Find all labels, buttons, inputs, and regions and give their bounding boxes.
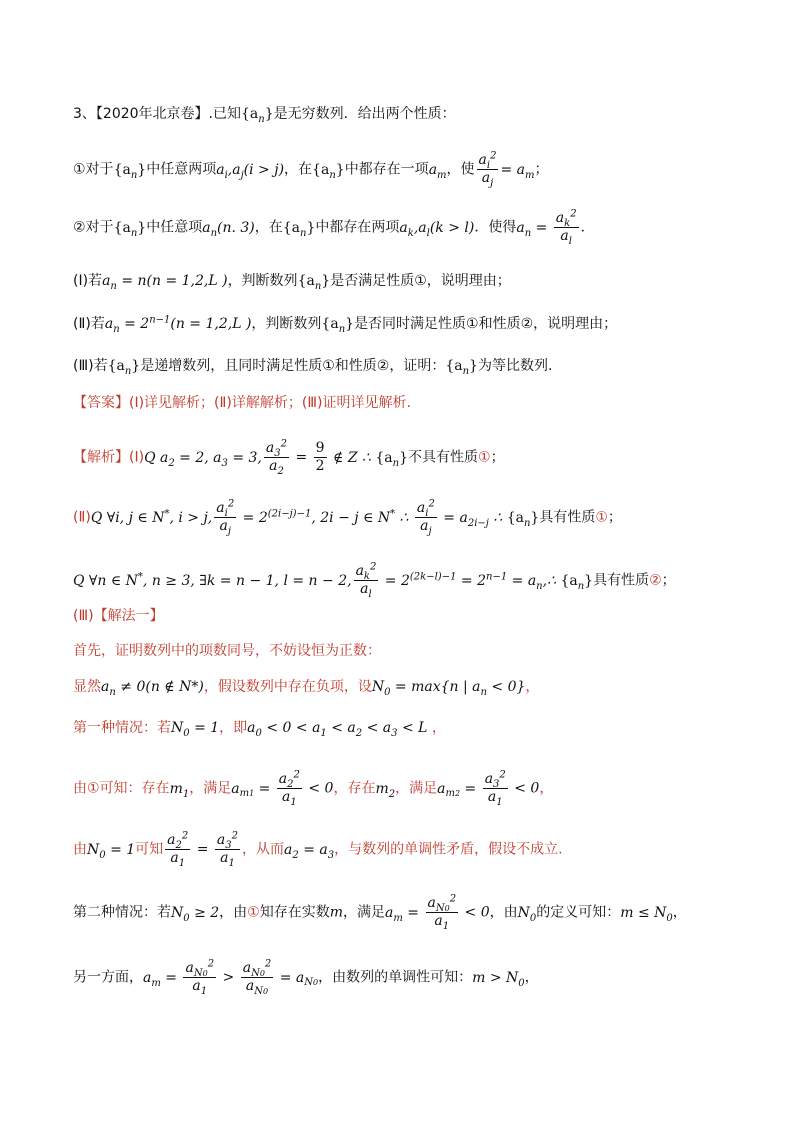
analysis-label: 【解析】 xyxy=(73,449,129,466)
answer-line: 【答案】(Ⅰ)详见解析；(Ⅱ)详解解析；(Ⅲ)证明详见解析. xyxy=(73,395,411,411)
property-2: ②对于$\{a_n\}$中任意项$a_n(n$. 3)，在$\{a_n\}$中都存在两项$a_k,a_l(k > l)$．使得$a_n$ = $\frac{a_k^2}{a_l}$ ． xyxy=(73,208,595,247)
question-header: 3、【2020年北京卷】.已知$\{a_n\}$是无穷数列．给出两个性质： xyxy=(73,106,456,125)
analysis-part-2: (Ⅱ)Q ∀i, j ∈ N*, i > j, $\frac{a_i^2}{a_j}$ = $2^{(2i-j)-1}$, 2i − j ∈ N* ∴ $\frac{a_i^2}{a_j}$ = $a_{2i-j}$ ∴ $\{a_n\}$具有性质①； xyxy=(73,498,622,537)
method-line-7: 另一方面，$a_m$ = $\frac{a_{N0}^2}{a_1}$ > $\frac{a_{N0}^2}{a_{N0}}$ = $a_{N0}$，由数列的单调性可知：$m > N_0$， xyxy=(73,958,539,997)
part-1: (Ⅰ)若$a_n = n(n = 1,2,L$ )，判断数列$\{a_n\}$是否满足性质①，说明理由； xyxy=(73,273,511,292)
property-1: ①对于$\{a_n\}$中任意两项$a_i,a_j(i > j)$，在$\{a_n\}$中都存在一项$a_m$，使 $\frac{a_i^2}{a_j}$ = $a_m$； xyxy=(73,150,549,189)
method-line-3: 第一种情况：若$N_0 = 1$，即$a_0 < 0 < a_1 < a_2 < a_3 < L$ ， xyxy=(73,720,446,739)
method-line-4: 由①可知：存在$m_1$，满足$a_{m1}$ = $\frac{a_2^2}{a_1}$ < 0，存在$m_2$，满足$a_{m2}$ = $\frac{a_3^2}{a_1}$ < 0， xyxy=(73,769,554,808)
analysis-part-2b: Q ∀n ∈ N*, n ≥ 3, ∃k = n − 1, l = n − 2, $\frac{a_k^2}{a_l}$ = $2^{(2k-l)-1} = 2^{n-1}$ = $a_n,\therefore$ $\{a_n\}$具有性质②； xyxy=(73,561,676,600)
method-line-5: 由$N_0 = 1$可知 $\frac{a_2^2}{a_1}$ = $\frac{a_3^2}{a_1}$ ，从而$a_2 = a_3$，与数列的单调性矛盾，假设不成立. xyxy=(73,830,563,869)
fraction: $\frac{a_i^2}{a_j}$ xyxy=(478,150,497,189)
method-line-1: 首先，证明数列中的项数同号，不妨设恒为正数： xyxy=(73,643,381,659)
method-line-6: 第二种情况：若$N_0 \ge 2$，由①知存在实数m，满足$a_m$ = $\frac{a_{N0}^2}{a_1}$ < 0，由$N_0$的定义可知：$m \le N_0$， xyxy=(73,893,687,932)
part-2: (Ⅱ)若$a_n = 2^{n-1}(n = 1,2,L$ )，判断数列$\{a_n\}$是否同时满足性质①和性质②，说明理由； xyxy=(73,314,618,335)
method-line-2: 显然$a_n \ne 0(n$ ∉ N*)，假设数列中存在负项，设$N_0 = \max\{n$ | $a_n < 0$}， xyxy=(73,679,540,698)
method-label: (Ⅲ)【解法一】 xyxy=(73,608,164,624)
answer-label: 【答案】 xyxy=(73,395,129,411)
part-3: (Ⅲ)若$\{a_n\}$是递增数列，且同时满足性质①和性质②，证明：$\{a_n\}$为等比数列. xyxy=(73,358,553,377)
analysis-part-1: 【解析】(Ⅰ)Q $a_2 = 2$, $a_3 = 3$, $\frac{a_3^2}{a_2}$ = $\frac{9}{2}$ ∉ Z ∴ $\{a_n\}$不具有性质①； xyxy=(73,438,505,477)
